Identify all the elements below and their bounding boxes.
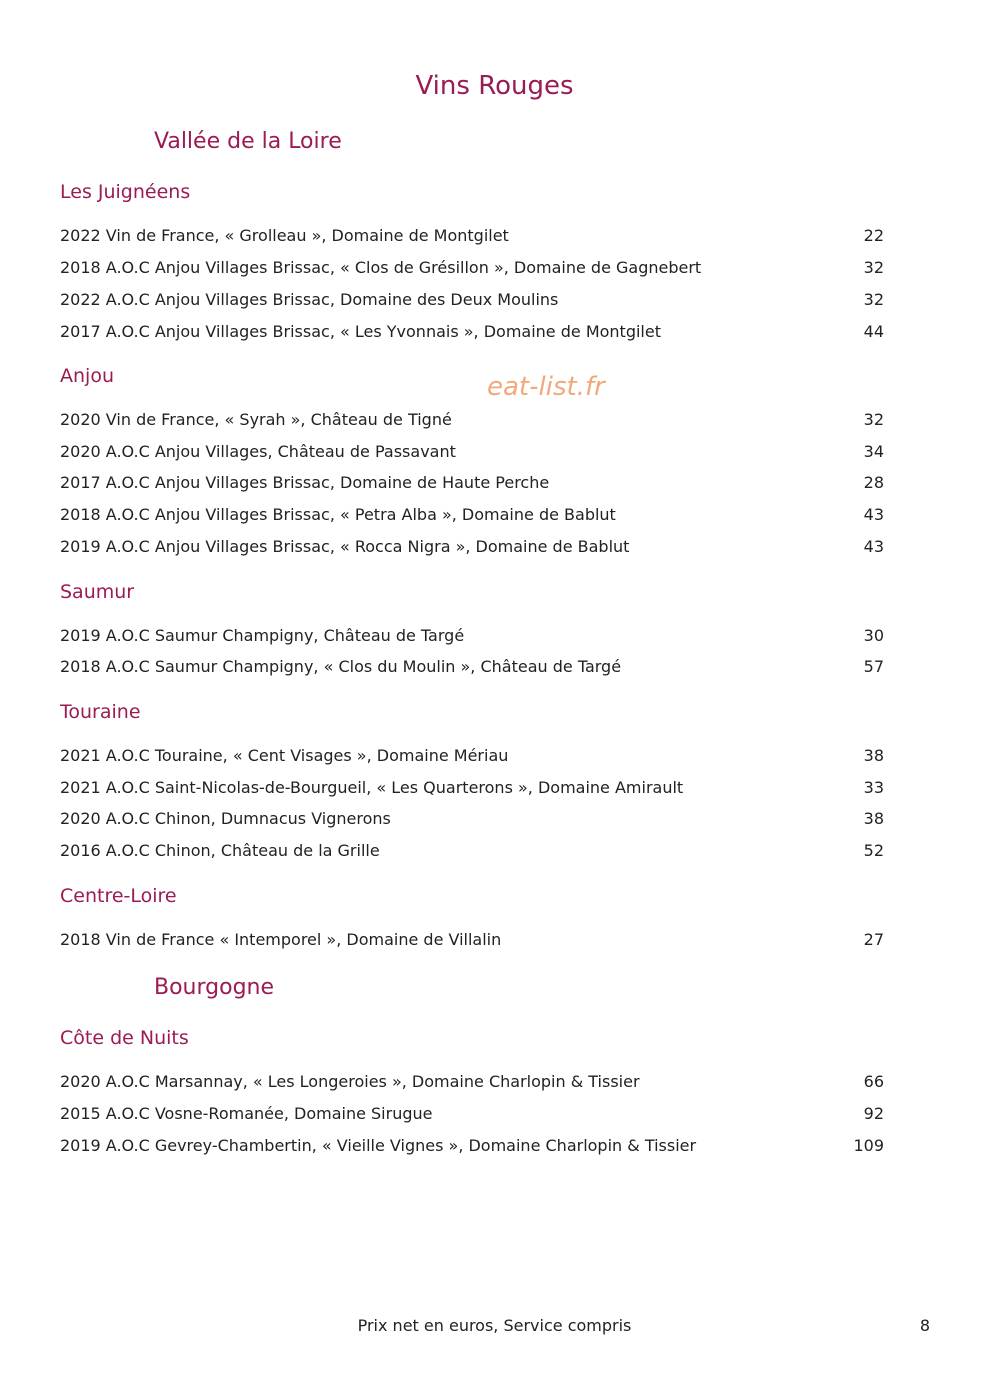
- wine-price: 34: [863, 442, 884, 461]
- footer-note: Prix net en euros, Service compris: [357, 1316, 632, 1335]
- wine-name: 2018 Vin de France « Intemporel », Domaine de Villalin: [60, 930, 502, 949]
- subregion-title: Côte de Nuits: [60, 1027, 189, 1049]
- wine-name: 2020 A.O.C Anjou Villages, Château de Passavant: [60, 442, 456, 461]
- wine-row: [60, 776, 884, 800]
- wine-row: [60, 224, 884, 248]
- subregion-title: Centre-Loire: [60, 885, 177, 907]
- wine-row: [60, 624, 884, 648]
- wine-price: 109: [853, 1136, 884, 1155]
- wine-row: [60, 655, 884, 679]
- wine-price: 43: [863, 505, 884, 524]
- wine-row: [60, 320, 884, 344]
- wine-name: 2022 Vin de France, « Grolleau », Domaine de Montgilet: [60, 226, 509, 245]
- subregion-title: Touraine: [60, 701, 141, 723]
- wine-name: 2019 A.O.C Saumur Champigny, Château de Targé: [60, 626, 465, 645]
- wine-row: [60, 744, 884, 768]
- wine-price: 22: [863, 226, 884, 245]
- wine-price: 92: [863, 1104, 884, 1123]
- subregion-title: Anjou: [60, 365, 114, 387]
- wine-row: [60, 807, 884, 831]
- wine-price: 38: [863, 809, 884, 828]
- wine-name: 2022 A.O.C Anjou Villages Brissac, Domaine des Deux Moulins: [60, 290, 559, 309]
- wine-name: 2018 A.O.C Anjou Villages Brissac, « Clos de Grésillon », Domaine de Gagnebert: [60, 258, 702, 277]
- wine-name: 2020 Vin de France, « Syrah », Château de Tigné: [60, 410, 452, 429]
- wine-name: 2017 A.O.C Anjou Villages Brissac, Domaine de Haute Perche: [60, 473, 550, 492]
- wine-price: 28: [863, 473, 884, 492]
- wine-price: 33: [863, 778, 884, 797]
- page-title: Vins Rouges: [415, 71, 574, 101]
- wine-price: 32: [863, 258, 884, 277]
- wine-row: [60, 535, 884, 559]
- wine-price: 30: [863, 626, 884, 645]
- wine-price: 27: [863, 930, 884, 949]
- wine-price: 32: [863, 410, 884, 429]
- wine-row: [60, 1134, 884, 1158]
- wine-name: 2016 A.O.C Chinon, Château de la Grille: [60, 841, 380, 860]
- wine-name: 2020 A.O.C Marsannay, « Les Longeroies », Domaine Charlopin & Tissier: [60, 1072, 640, 1091]
- wine-row: [60, 503, 884, 527]
- page-number: 8: [919, 1316, 930, 1335]
- wine-price: 57: [863, 657, 884, 676]
- wine-name: 2017 A.O.C Anjou Villages Brissac, « Les Yvonnais », Domaine de Montgilet: [60, 322, 661, 341]
- wine-price: 32: [863, 290, 884, 309]
- wine-price: 38: [863, 746, 884, 765]
- wine-row: [60, 471, 884, 495]
- wine-price: 52: [863, 841, 884, 860]
- watermark: eat-list.fr: [487, 372, 605, 402]
- wine-price: 44: [863, 322, 884, 341]
- wine-row: [60, 1102, 884, 1126]
- wine-name: 2021 A.O.C Touraine, « Cent Visages », Domaine Mériau: [60, 746, 509, 765]
- wine-price: 43: [863, 537, 884, 556]
- subregion-title: Les Juignéens: [60, 181, 191, 203]
- wine-price: 66: [863, 1072, 884, 1091]
- region-title: Vallée de la Loire: [154, 129, 342, 154]
- wine-row: [60, 928, 884, 952]
- wine-name: 2019 A.O.C Anjou Villages Brissac, « Rocca Nigra », Domaine de Bablut: [60, 537, 630, 556]
- region-title: Bourgogne: [154, 975, 275, 1000]
- subregion-title: Saumur: [60, 581, 135, 603]
- wine-row: [60, 408, 884, 432]
- wine-name: 2018 A.O.C Anjou Villages Brissac, « Petra Alba », Domaine de Bablut: [60, 505, 616, 524]
- wine-row: [60, 256, 884, 280]
- wine-name: 2019 A.O.C Gevrey-Chambertin, « Vieille Vignes », Domaine Charlopin & Tissier: [60, 1136, 697, 1155]
- wine-row: [60, 1070, 884, 1094]
- wine-name: 2021 A.O.C Saint-Nicolas-de-Bourgueil, « Les Quarterons », Domaine Amirault: [60, 778, 684, 797]
- wine-name: 2018 A.O.C Saumur Champigny, « Clos du Moulin », Château de Targé: [60, 657, 622, 676]
- wine-row: [60, 288, 884, 312]
- wine-row: [60, 440, 884, 464]
- wine-name: 2015 A.O.C Vosne-Romanée, Domaine Sirugue: [60, 1104, 433, 1123]
- wine-name: 2020 A.O.C Chinon, Dumnacus Vignerons: [60, 809, 391, 828]
- wine-row: [60, 839, 884, 863]
